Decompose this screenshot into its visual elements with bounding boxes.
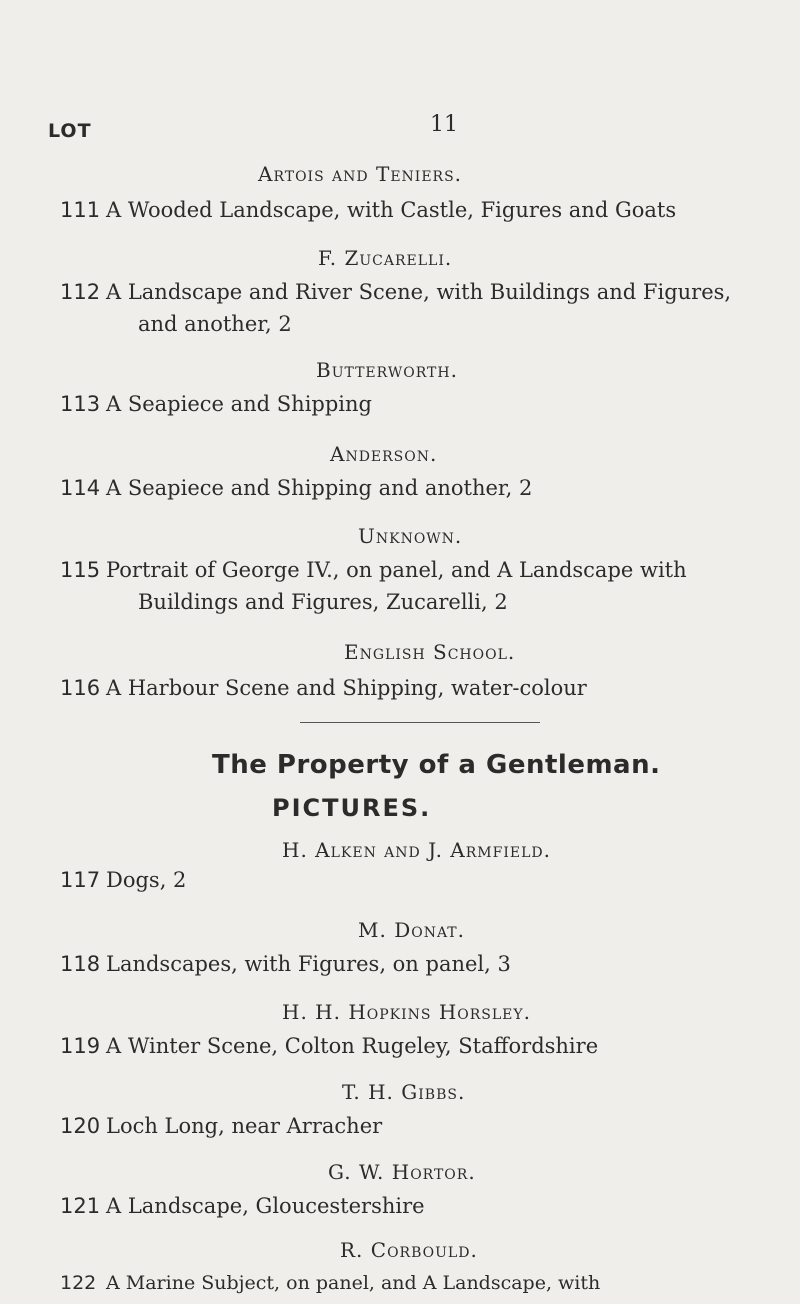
artist-name: M. Donat. <box>358 918 465 942</box>
lot-description: Dogs, 2 <box>106 868 187 892</box>
lot-description: A Wooded Landscape, with Castle, Figures and Goats <box>106 198 677 222</box>
lot-description: A Seapiece and Shipping and another, 2 <box>106 476 533 500</box>
lot-description-continued: and another, 2 <box>138 312 292 336</box>
lot-description: A Landscape and River Scene, with Buildings and Figures, <box>106 280 732 304</box>
lot-description: Portrait of George IV., on panel, and A Landscape with <box>106 558 687 582</box>
lot-number: 111 <box>60 198 101 222</box>
page-number: 11 <box>430 112 458 137</box>
section-subtitle: PICTURES. <box>272 794 432 822</box>
lot-column-heading: LOT <box>48 120 92 142</box>
section-divider <box>300 722 540 723</box>
artist-name: F. Zucarelli. <box>318 246 453 270</box>
lot-description: A Winter Scene, Colton Rugeley, Staffordshire <box>106 1034 599 1058</box>
artist-name: H. H. Hopkins Horsley. <box>282 1000 532 1024</box>
lot-number: 113 <box>60 392 101 416</box>
artist-name: R. Corbould. <box>340 1238 478 1262</box>
artist-name: English School. <box>344 640 516 664</box>
lot-description: A Landscape, Gloucestershire <box>106 1194 425 1218</box>
artist-name: Artois and Teniers. <box>258 162 463 186</box>
lot-number: 122 <box>60 1272 97 1294</box>
lot-description-continued: Buildings and Figures, Zucarelli, 2 <box>138 590 508 614</box>
artist-name: G. W. Hortor. <box>328 1160 476 1184</box>
artist-name: Unknown. <box>358 524 463 548</box>
lot-number: 114 <box>60 476 101 500</box>
lot-description: Landscapes, with Figures, on panel, 3 <box>106 952 511 976</box>
lot-description: A Marine Subject, on panel, and A Landscape, with <box>106 1272 601 1294</box>
lot-number: 115 <box>60 558 101 582</box>
lot-description: Loch Long, near Arracher <box>106 1114 383 1138</box>
lot-number: 112 <box>60 280 101 304</box>
lot-number: 120 <box>60 1114 101 1138</box>
lot-description: A Seapiece and Shipping <box>106 392 372 416</box>
artist-name: Butterworth. <box>316 358 458 382</box>
lot-number: 117 <box>60 868 101 892</box>
artist-name: H. Alken and J. Armfield. <box>282 838 551 862</box>
artist-name: T. H. Gibbs. <box>342 1080 466 1104</box>
lot-number: 118 <box>60 952 101 976</box>
artist-name: Anderson. <box>330 442 438 466</box>
lot-description: A Harbour Scene and Shipping, water-colour <box>106 676 587 700</box>
lot-number: 121 <box>60 1194 101 1218</box>
lot-number: 119 <box>60 1034 101 1058</box>
section-title: The Property of a Gentleman. <box>212 750 661 780</box>
lot-number: 116 <box>60 676 101 700</box>
